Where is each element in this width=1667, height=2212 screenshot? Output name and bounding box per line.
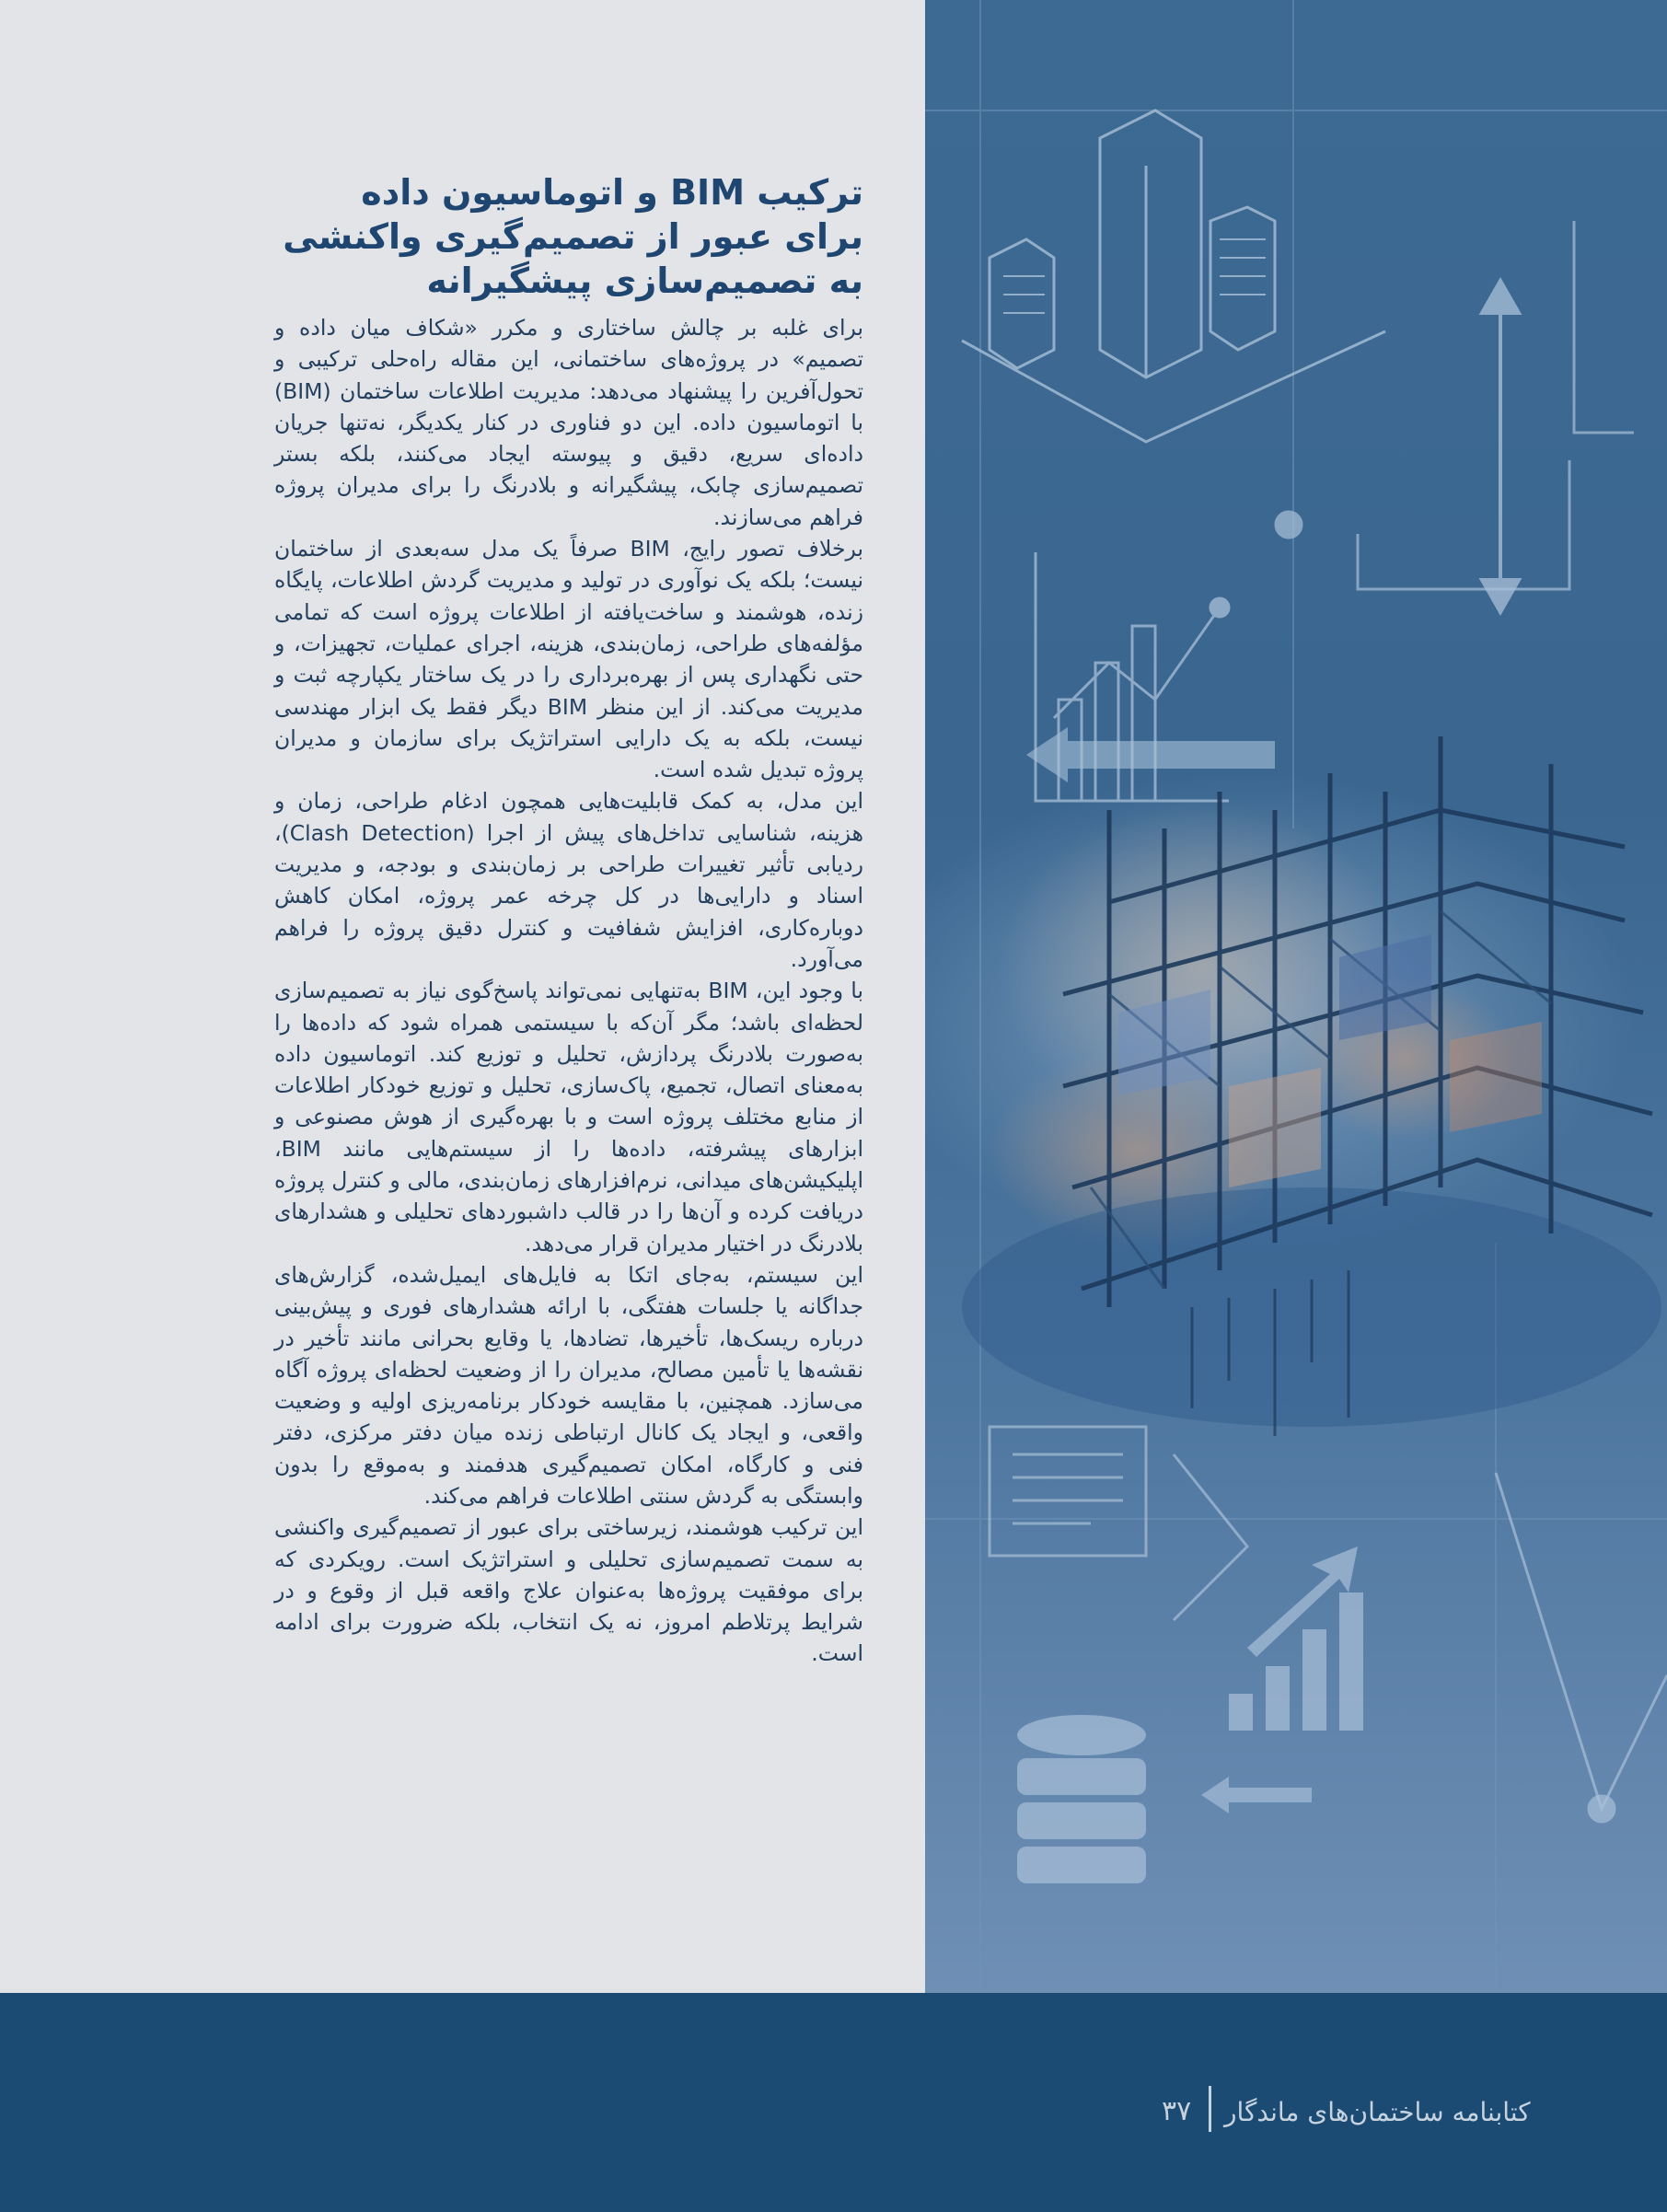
footer-divider xyxy=(1209,2086,1211,2132)
body-paragraph: با وجود این، BIM به‌تنهایی نمی‌تواند پاسخ‌گوی نیاز به تصمیم‌سازی لحظه‌ای باشد؛ مگر آن‌که با سیستمی همراه شود که داده‌ها را به‌صورت بلادرنگ پردازش، تحلیل و توزیع کند. اتوماسیون داده به‌معنای اتصال، تجمیع، پاک‌سازی، تحلیل و توزیع خودکار اطلاعات از منابع مختلف پروژه است و با بهره‌گیری از هوش مصنوعی و ابزارهای پیشرفته، داده‌ها را از سیستم‌هایی مانند BIM، اپلیکیشن‌های میدانی، نرم‌افزارهای زمان‌بندی، مالی و کنترل پروژه دریافت کرده و آن‌ها را در قالب داشبوردهای تحلیلی و هشدارهای بلادرنگ در اختیار مدیران قرار می‌دهد. xyxy=(274,978,863,1257)
buildings-icon xyxy=(962,110,1385,442)
article-title: ترکیب BIM و اتوماسیون داده برای عبور از تصمیم‌گیری واکنشی به تصمیم‌سازی پیشگیرانه xyxy=(283,172,863,301)
article-column xyxy=(274,170,863,1670)
arrow-up-icon xyxy=(1482,281,1519,612)
network-node-icon xyxy=(1496,1473,1667,1809)
body-paragraph: این ترکیب هوشمند، زیرساختی برای عبور از تصمیم‌گیری واکنشی به سمت تصمیم‌سازی تحلیلی و استراتژیک است. رویکردی که برای موفقیت پروژه‌ها به‌عنوان علاج واقعه قبل از وقوع و در شرایط پرتلاطم امروز، نه یک انتخاب، بلکه ضرورت برای ادامه است. xyxy=(274,1514,863,1667)
building-illustration xyxy=(925,0,1667,1993)
growth-chart-icon xyxy=(1229,1546,1363,1731)
body-paragraph: این مدل، به کمک قابلیت‌هایی همچون ادغام طراحی، زمان و هزینه، شناسایی تداخل‌های پیش از اجرا (Clash Detection)، ردیابی تأثیر تغییرات طراحی بر زمان‌بندی و بودجه، و مدیریت اسناد و دارایی‌ها در کل چرخه عمر پروژه، امکان کاهش دوباره‌کاری، افزایش شفافیت و کنترل دقیق پروژه را فراهم می‌آورد. xyxy=(274,788,864,972)
page-number: ۳۷ xyxy=(1162,2095,1192,2127)
database-icon xyxy=(1017,1715,1146,1883)
publication-name: کتابنامه ساختمان‌های ماندگار xyxy=(1224,2097,1531,2127)
article-body xyxy=(274,312,863,1670)
illustration-panel xyxy=(925,0,1667,1993)
body-paragraph: برخلاف تصور رایج، BIM صرفاً یک مدل سه‌بعدی از ساختمان نیست؛ بلکه یک نوآوری در تولید و مدیریت گردش اطلاعات، پایگاه زنده، هوشمند و ساخت‌یافته از اطلاعات پروژه است که تمامی مؤلفه‌های طراحی، زمان‌بندی، هزینه، اجرای عملیات، تجهیزات، و حتی نگهداری پس از بهره‌برداری را در یک ساختار یکپارچه ثبت و مدیریت می‌کند. از این منظر BIM دیگر فقط یک ابزار مهندسی نیست، بلکه به یک دارایی استراتژیک برای سازمان و مدیران پروژه تبدیل شده است. xyxy=(274,536,864,783)
body-paragraph: این سیستم، به‌جای اتکا به فایل‌های ایمیل‌شده، گزارش‌های جداگانه یا جلسات هفتگی، با ارائه هشدارهای فوری و پیش‌بینی درباره ریسک‌ها، تأخیرها، تضادها، یا وقایع بحرانی مانند تأخیر در نقشه‌ها یا تأمین مصالح، مدیران را از وضعیت لحظه‌ای پروژه آگاه می‌سازد. همچنین، با مقایسه خودکار برنامه‌ریزی اولیه و وضعیت واقعی، و ایجاد یک کانال ارتباطی زنده میان دفتر مرکزی، دفتر فنی و کارگاه، امکان تصمیم‌گیری هدفمند و به‌موقع را بدون وابستگی به گردش سنتی اطلاعات فراهم می‌کند. xyxy=(274,1261,863,1509)
body-paragraph: برای غلبه بر چالش ساختاری و مکرر «شکاف میان داده و تصمیم» در پروژه‌های ساختمانی، این مقاله راه‌حلی ترکیبی و تحول‌آفرین را پیشنهاد می‌دهد: مدیریت اطلاعات ساختمان (BIM) با اتوماسیون داده. این دو فناوری در کنار یکدیگر، نه‌تنها جریان داده‌ای سریع، دقیق و پیوسته ایجاد می‌کنند، بلکه بستر تصمیم‌سازی چابک، پیشگیرانه و بلادرنگ را برای مدیران پروژه فراهم می‌سازند. xyxy=(274,315,863,530)
document-icon xyxy=(990,1427,1247,1620)
